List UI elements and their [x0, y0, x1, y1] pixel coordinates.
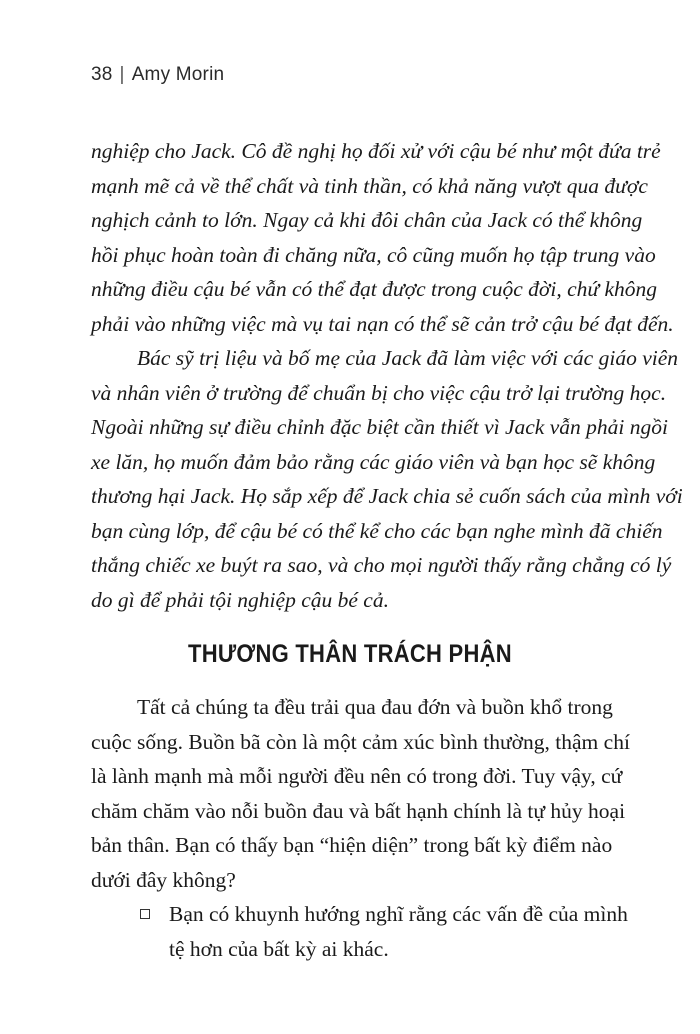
text-line: mạnh mẽ cả về thể chất và tinh thần, có khả năng vượt qua được	[91, 173, 648, 198]
text-line: dưới đây không?	[91, 867, 236, 892]
text-line: là lành mạnh mà mỗi người đều nên có trong đời. Tuy vậy, cứ	[91, 764, 623, 788]
text-line: do gì để phải tội nghiệp cậu bé cả.	[91, 587, 389, 612]
header-separator: |	[119, 64, 125, 85]
text-line: hồi phục hoàn toàn đi chăng nữa, cô cũng muốn họ tập trung vào	[91, 242, 656, 267]
text-line: những điều cậu bé vẫn có thể đạt được trong cuộc đời, chứ không	[91, 277, 658, 301]
text-line: Ngoài những sự điều chỉnh đặc biệt cần thiết vì Jack vẫn phải ngồi	[91, 415, 668, 439]
text-line: cuộc sống. Buồn bã còn là một cảm xúc bình thường, thậm chí	[91, 729, 630, 754]
text-line: bản thân. Bạn có thấy bạn “hiện diện” trong bất kỳ điểm nào	[91, 833, 613, 857]
text-line: nghịch cảnh to lớn. Ngay cả khi đôi chân của Jack có thể không	[91, 208, 643, 232]
running-header	[91, 64, 224, 86]
text-line: phải vào những việc mà vụ tai nạn có thể sẽ cản trở cậu bé đạt đến.	[91, 311, 674, 336]
text-line: Tất cả chúng ta đều trải qua đau đớn và buồn khổ trong	[137, 695, 613, 719]
text-line: thắng chiếc xe buýt ra sao, và cho mọi người thấy rằng chẳng có lý	[91, 553, 672, 577]
italic-paragraph	[91, 341, 683, 617]
text-line: xe lăn, họ muốn đảm bảo rằng các giáo viên và bạn học sẽ không	[91, 449, 656, 474]
body-paragraph	[91, 690, 630, 897]
text-line: Bạn có khuynh hướng nghĩ rằng các vấn đề của mình	[169, 902, 628, 926]
text-line: Bác sỹ trị liệu và bố mẹ của Jack đã làm việc với các giáo viên	[137, 346, 679, 370]
text-line: bạn cùng lớp, để cậu bé có thể kể cho các bạn nghe mình đã chiến	[91, 518, 663, 543]
text-line: chăm chăm vào nỗi buồn đau và bất hạnh chính là tự hủy hoại	[91, 798, 626, 823]
checklist-item-text	[169, 897, 631, 966]
text-line: nghiệp cho Jack. Cô đề nghị họ đối xử với cậu bé như một đứa trẻ	[91, 139, 661, 163]
text-line: và nhân viên ở trường để chuẩn bị cho việc cậu trở lại trường học.	[91, 380, 667, 405]
text-line: tệ hơn của bất kỳ ai khác.	[169, 936, 389, 961]
author-name: Amy Morin	[131, 64, 225, 85]
page-number: 38	[91, 64, 113, 85]
checkbox-bullet-icon	[140, 909, 150, 919]
italic-paragraph-continued	[91, 134, 674, 341]
text-line: thương hại Jack. Họ sắp xếp để Jack chia sẻ cuốn sách của mình với	[91, 484, 683, 508]
section-heading: THƯƠNG THÂN TRÁCH PHẬN	[188, 640, 512, 668]
